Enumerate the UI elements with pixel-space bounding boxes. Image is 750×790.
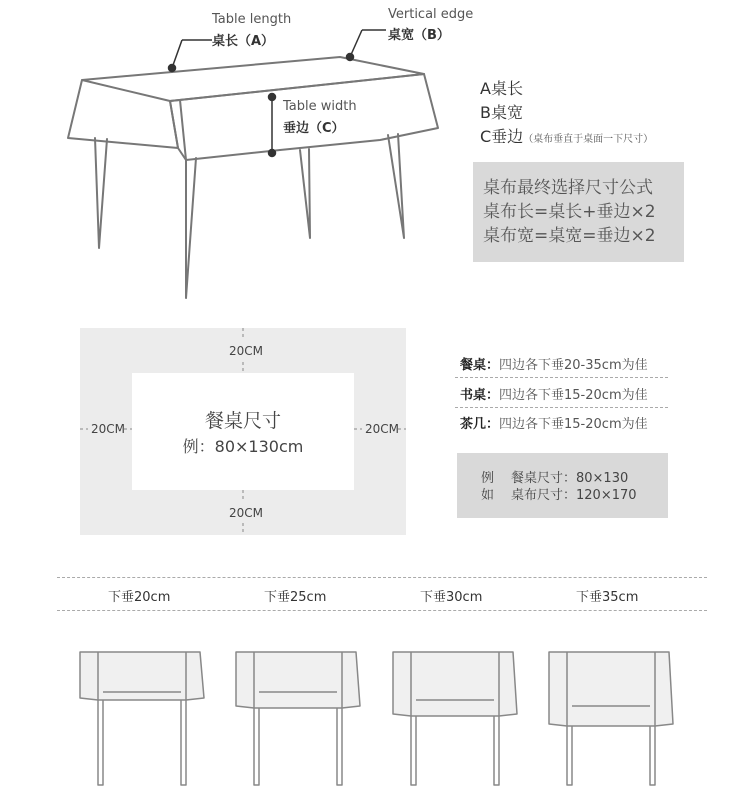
divider — [455, 407, 668, 408]
table-drop-25 — [236, 652, 360, 785]
bottom-margin-label: 20CM — [229, 506, 264, 520]
drop-label-30: 下垂30cm — [420, 590, 483, 605]
right-margin-label: 20CM — [365, 422, 400, 436]
table-length-label-en: Table length — [212, 12, 292, 27]
vertical-edge-label-en: Vertical edge — [388, 7, 474, 22]
legend-a: A桌长 — [480, 79, 523, 98]
drop-label-35: 下垂35cm — [576, 590, 639, 605]
formula-line-2: 桌布宽=桌宽=垂边×2 — [483, 226, 656, 246]
formula-box — [473, 162, 684, 262]
formula-line-1: 桌布长=桌长+垂边×2 — [483, 202, 656, 222]
example-label-2: 如 — [481, 488, 495, 503]
vertical-edge-label-cn: 桌宽（B） — [388, 28, 450, 43]
table-width-label-en: Table width — [283, 99, 357, 114]
example-line-2: 桌布尺寸：120×170 — [511, 488, 637, 503]
example-box — [457, 453, 668, 518]
recommendation-dining: 餐桌：四边各下垂20-35cm为佳 — [460, 358, 648, 373]
table-size-example: 例：80×130cm — [182, 437, 304, 456]
table-size-title: 餐桌尺寸 — [204, 410, 281, 432]
legend-c-note: （桌布垂直于桌面一下尺寸） — [523, 134, 654, 145]
table-drop-35 — [549, 652, 673, 785]
legend — [480, 77, 653, 152]
drop-label-25: 下垂25cm — [264, 590, 327, 605]
table-drop-20 — [80, 652, 204, 785]
example-label-1: 例 — [481, 471, 495, 486]
top-margin-label: 20CM — [229, 344, 264, 358]
divider — [57, 610, 707, 611]
recommendation-desk: 书桌：四边各下垂15-20cm为佳 — [460, 388, 648, 403]
table-length-label-cn: 桌长（A） — [212, 34, 275, 49]
legend-c: C垂边 — [480, 127, 524, 146]
divider — [57, 577, 707, 578]
example-line-1: 餐桌尺寸：80×130 — [511, 471, 629, 486]
table-drop-30 — [393, 652, 517, 785]
left-margin-label: 20CM — [91, 422, 126, 436]
recommendation-coffee-table: 茶几：四边各下垂15-20cm为佳 — [460, 417, 648, 432]
divider — [455, 377, 668, 378]
formula-title: 桌布最终选择尺寸公式 — [483, 178, 653, 198]
drop-label-20: 下垂20cm — [108, 590, 171, 605]
table-width-label-cn: 垂边（C） — [283, 121, 345, 136]
legend-b: B桌宽 — [480, 103, 523, 122]
drop-illustrations — [0, 640, 750, 790]
